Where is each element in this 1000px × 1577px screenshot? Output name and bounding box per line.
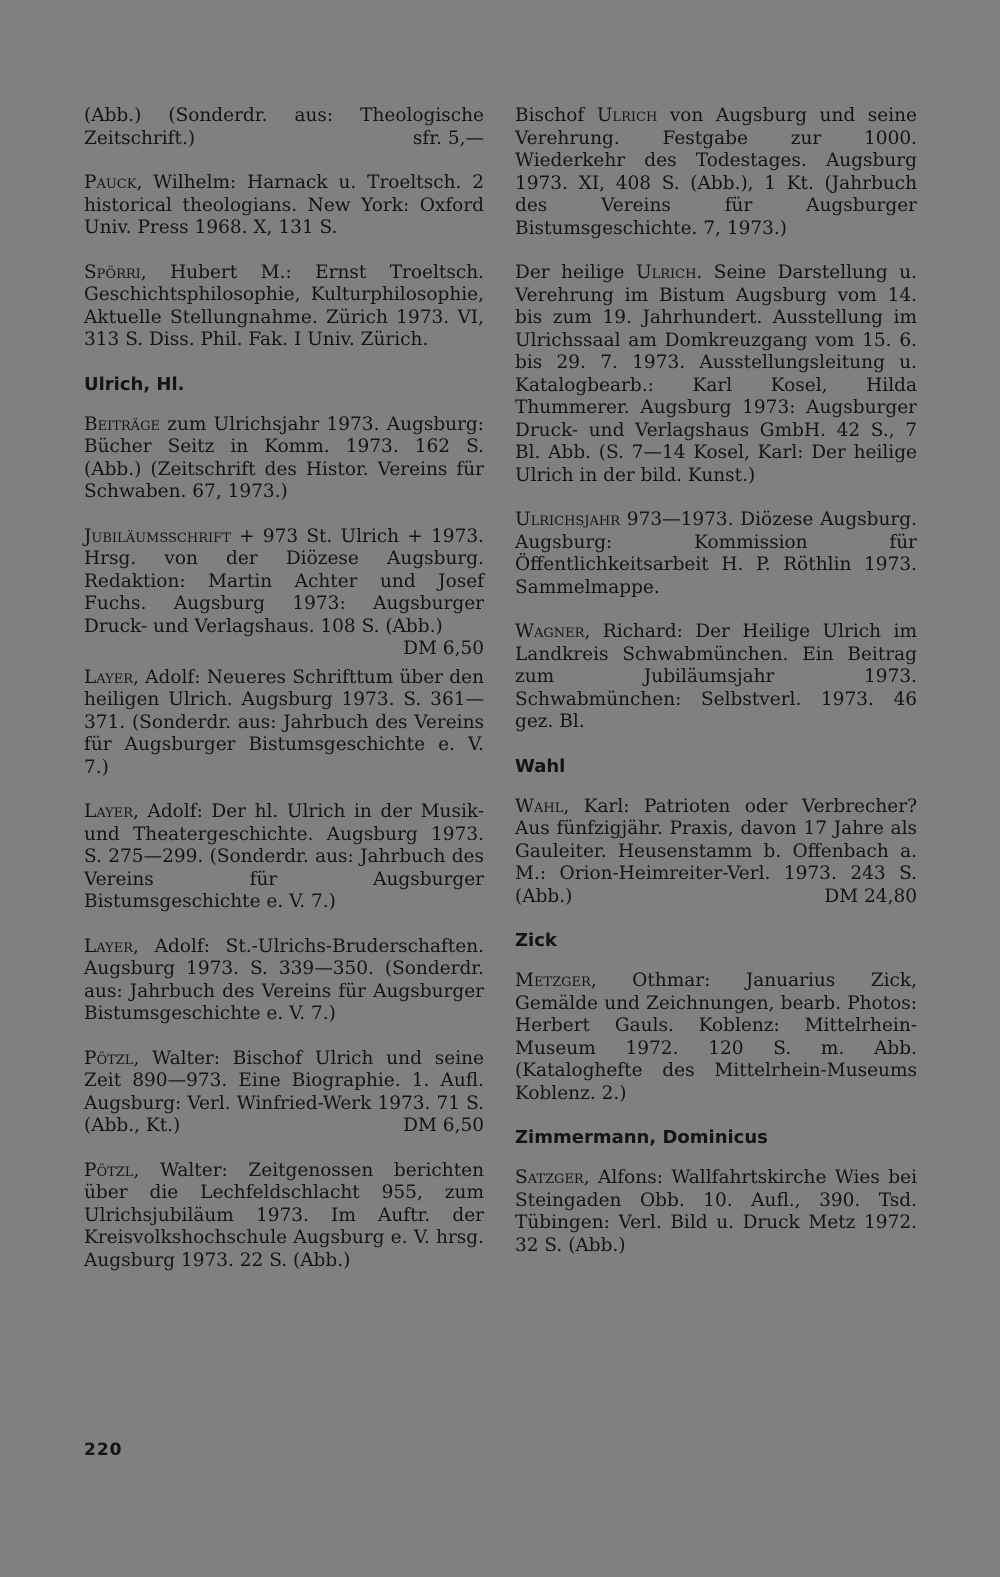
entry-beitraege: Beiträge zum Ulrichsjahr 1973. Augsburg: Bücher Seitz in Komm. 1973. 162 S. (Abb.) (Zeitschrift des Histor. Vereins für Schwaben. 67, 1973.) [84, 413, 484, 502]
right-column [515, 105, 917, 1279]
entry-layer-1: Layer, Adolf: Neueres Schrifttum über den heiligen Ulrich. Augsburg 1973. S. 361—371. (Sonderdr. aus: Jahrbuch des Vereins für Augsburger Bistumsgeschichte e. V. 7.) [84, 666, 484, 778]
author-name: Beiträge [84, 413, 160, 435]
author-name: Layer [84, 666, 134, 688]
price: sfr. 5,— [412, 127, 484, 149]
author-name: Pauck [84, 172, 137, 193]
author-name: Layer [84, 935, 134, 957]
entry-der-heilige-ulrich: Der heilige Ulrich. Seine Darstellung u. Verehrung im Bistum Augsburg vom 14. bis zum 19. Jahrhundert. Ausstellung im Ulrichssaal am Domkreuzgang vom 15. 6. bis 29. 7. 1973. Ausstellungsleitung u. Katalogbearb.: Karl Kosel, Hilda Thummerer. Augsburg 1973: Augsburger Druck- und Verlagshaus GmbH. 42 S., 7 Bl. Abb. (S. 7—14 Kosel, Karl: Der heilige Ulrich in der bild. Kunst.) [515, 262, 918, 486]
entry-poetzl-2: Pötzl, Walter: Zeitgenossen berichten über die Lechfeldschlacht 955, zum Ulrichsjubiläum 1973. Im Auftr. der Kreisvolkshochschule Augsburg e. V. hrsg. Augsburg 1973. 22 S. (Abb.) [84, 1159, 484, 1271]
author-name: Ulrichsjahr [515, 509, 621, 530]
price: DM 24,80 [824, 885, 917, 907]
section-heading-zimmermann: Zimmermann, Dominicus [515, 1127, 768, 1148]
entry-metzger: Metzger, Othmar: Januarius Zick, Gemälde und Zeichnungen, bearb. Photos: Herbert Gauls. Koblenz: Mittelrhein-Museum 1972. 120 S. m. Abb. (Kataloghefte des Mittelrhein-Museums Koblenz. 2.) [515, 970, 917, 1104]
author-name: Spörri [84, 261, 141, 283]
entry-theologische-zeitschrift: (Abb.) (Sonderdr. aus: Theologische Zeitschrift.) sfr. 5,— [84, 105, 484, 149]
author-name: Wagner [515, 621, 585, 642]
entry-satzger: Satzger, Alfons: Wallfahrtskirche Wies bei Steingaden Obb. 10. Aufl., 390. Tsd. Tübingen: Verl. Bild u. Druck Metz 1972. 32 S. (Abb.) [515, 1167, 917, 1256]
price: DM 6,50 [403, 1115, 484, 1136]
author-name: Metzger [515, 970, 591, 991]
author-name: Pötzl [84, 1047, 134, 1069]
entry-poetzl-1: Pötzl, Walter: Bischof Ulrich und seine Zeit 890—973. Eine Biographie. 1. Aufl. Augsburg: Verl. Winfried-Werk 1973. 71 S. (Abb., Kt.) DM 6,50 [84, 1047, 484, 1136]
entry-pauck: Pauck, Wilhelm: Harnack u. Troeltsch. 2 historical theologians. New York: Oxford Univ. Press 1968. X, 131 S. [84, 172, 484, 238]
author-name: Wahl [515, 795, 564, 817]
entry-jubilaeumsschrift: Jubiläumsschrift + 973 St. Ulrich + 1973. Hrsg. von der Diözese Augsburg. Redaktion: Martin Achter und Josef Fuchs. Augsburg 1973: Augsburger Druck- und Verlagshaus. 108 S. (Abb.) DM 6,50 [84, 525, 484, 659]
author-name: Ulrich [635, 262, 697, 283]
entry-bischof-ulrich: Bischof Ulrich von Augsburg und seine Verehrung. Festgabe zur 1000. Wiederkehr des Todestages. Augsburg 1973. XI, 408 S. (Abb.), 1 Kt. (Jahrbuch des Vereins für Augsburger Bistumsgeschichte. 7, 1973.) [515, 105, 917, 239]
author-name: Ulrich [596, 105, 658, 126]
author-name: Layer [84, 801, 134, 822]
price: DM 6,50 [403, 638, 484, 659]
entry-spoerri: Spörri, Hubert M.: Ernst Troeltsch. Geschichtsphilosophie, Kulturphilosophie, Aktuelle Stellungnahme. Zürich 1973. VI, 313 S. Diss. Phil. Fak. I Univ. Zürich. [84, 261, 484, 350]
entry-wagner: Wagner, Richard: Der Heilige Ulrich im Landkreis Schwabmünchen. Ein Beitrag zum Jubiläumsjahr 1973. Schwabmünchen: Selbstverl. 1973. 46 gez. Bl. [515, 621, 917, 732]
entry-layer-2: Layer, Adolf: Der hl. Ulrich in der Musik- und Theatergeschichte. Augsburg 1973. S. 275—299. (Sonderdr. aus: Jahrbuch des Vereins für Augsburger Bistumsgeschichte e. V. 7.) [84, 801, 484, 912]
author-name: Jubiläumsschrift [84, 525, 231, 547]
entry-ulrichsjahr: Ulrichsjahr 973—1973. Diözese Augsburg. Augsburg: Kommission für Öffentlichkeitsarbeit H. P. Röthlin 1973. Sammelmappe. [515, 509, 917, 598]
section-heading-zick: Zick [515, 930, 557, 951]
entry-layer-3: Layer, Adolf: St.-Ulrichs-Bruderschaften. Augsburg 1973. S. 339—350. (Sonderdr. aus: Jahrbuch des Vereins für Augsburger Bistumsgeschichte e. V. 7.) [84, 935, 484, 1024]
author-name: Pötzl [84, 1159, 134, 1181]
left-column [84, 105, 484, 1294]
page-number: 220 [84, 1440, 123, 1460]
entry-wahl: Wahl, Karl: Patrioten oder Verbrecher? Aus fünfzigjähr. Praxis, davon 17 Jahre als Gauleiter. Heusenstamm b. Offenbach a. M.: Orion-Heimreiter-Verl. 1973. 243 S. (Abb.) DM 24,80 [515, 795, 917, 907]
author-name: Satzger [515, 1167, 584, 1188]
section-heading-wahl: Wahl [515, 755, 566, 777]
section-heading-ulrich: Ulrich, Hl. [84, 373, 185, 395]
